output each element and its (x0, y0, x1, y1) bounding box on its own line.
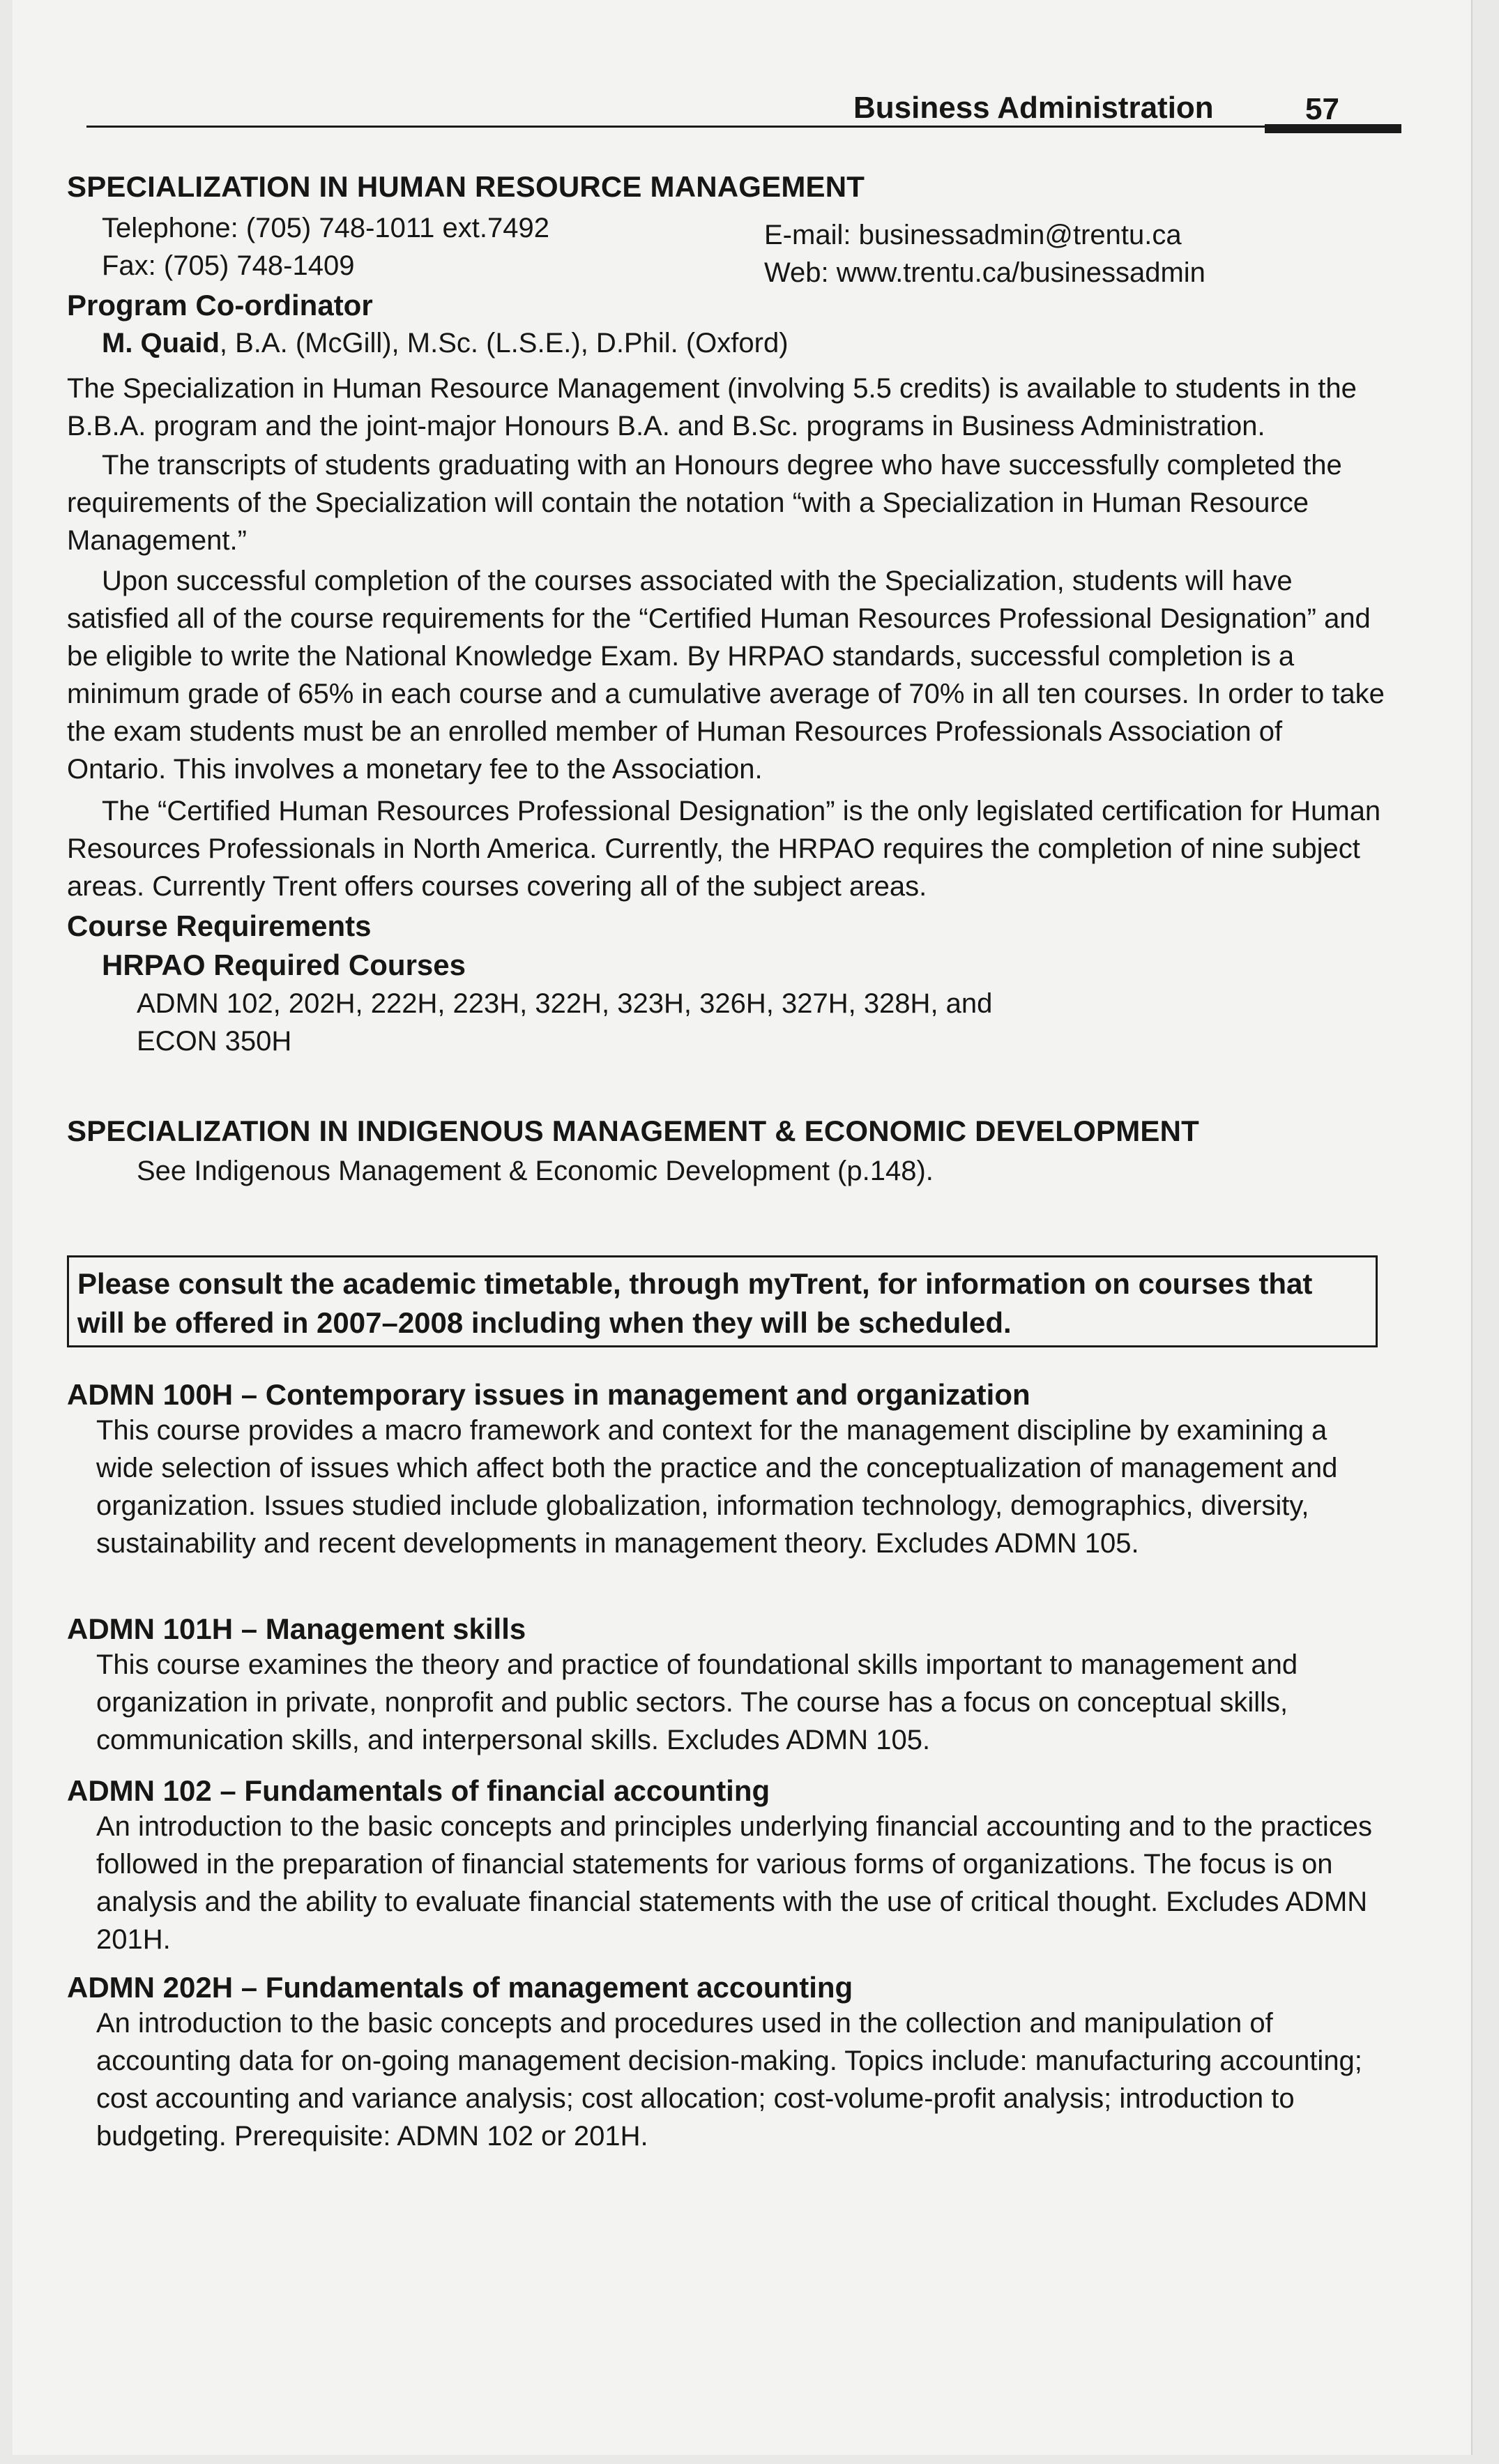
course-entry (67, 1612, 1385, 1759)
course-title: ADMN 102 – Fundamentals of financial accounting (67, 1774, 770, 1807)
hrm-paragraph: The Specialization in Human Resource Management (involving 5.5 credits) is available to students in the B.B.A. program and the joint-major Honours B.A. and B.Sc. programs in Business Administration. (67, 373, 1357, 441)
coordinator-heading: Program Co-ordinator (67, 289, 373, 322)
course-description: This course examines the theory and practice of foundational skills important to management and organization in private, nonprofit and public sectors. The course has a focus on conceptual skills, communication skills, and interpersonal skills. Excludes ADMN 105. (96, 1649, 1298, 1755)
header-rule (86, 126, 1314, 128)
course-description: This course provides a macro framework and context for the management discipline by examining a wide selection of issues which affect both the practice and the conceptualization of management and organization. Issues studied include globalization, information technology, demographics, diversity, sustainability and recent developments in management theory. Excludes ADMN 105. (96, 1415, 1338, 1559)
page-number: 57 (1305, 92, 1339, 126)
hrm-heading: SPECIALIZATION IN HUMAN RESOURCE MANAGEMENT (67, 170, 865, 203)
timetable-notice: Please consult the academic timetable, through myTrent, for information on courses that will be offered in 2007–2008 including when they will be scheduled. (67, 1255, 1378, 1347)
coordinator-degrees: , B.A. (McGill), M.Sc. (L.S.E.), D.Phil. (Oxford) (219, 328, 789, 358)
hrm-email: E-mail: businessadmin@trentu.ca (764, 220, 1182, 250)
hrpao-course-list-line: ADMN 102, 202H, 222H, 223H, 322H, 323H, 326H, 327H, 328H, and (137, 988, 993, 1019)
indigenous-heading: SPECIALIZATION IN INDIGENOUS MANAGEMENT & ECONOMIC DEVELOPMENT (67, 1114, 1200, 1147)
hrm-paragraph: The “Certified Human Resources Professional Designation” is the only legislated certification for Human Resources Professionals in North America. Currently, the HRPAO requires the completion of nine subject areas. Currently Trent offers courses covering all of the subject areas. (67, 796, 1381, 902)
scanned-page (13, 0, 1473, 2455)
indigenous-reference: See Indigenous Management & Economic Development (p.148). (137, 1156, 934, 1186)
running-header (86, 91, 1397, 146)
course-entry (67, 1378, 1385, 1562)
hrm-fax: Fax: (705) 748-1409 (102, 250, 355, 281)
course-requirements-heading: Course Requirements (67, 909, 372, 942)
course-entry (67, 1971, 1385, 2155)
coordinator-name: M. Quaid (102, 328, 220, 358)
coordinator-line (67, 328, 1420, 359)
hrpao-course-list (67, 985, 1454, 1060)
hrm-web: Web: www.trentu.ca/businessadmin (764, 257, 1205, 288)
hrm-paragraph: Upon successful completion of the courses associated with the Specialization, students will have satisfied all of the course requirements for the “Certified Human Resources Professional Designation” and be eligible to write the National Knowledge Exam. By HRPAO standards, successful completion is a minimum grade of 65% in each course and a cumulative average of 70% in all ten courses. In order to take the exam students must be an enrolled member of Human Resources Professionals Association of Ontario. This involves a monetary fee to the Association. (67, 566, 1385, 785)
hrpao-heading: HRPAO Required Courses (102, 948, 466, 981)
hrm-paragraph: The transcripts of students graduating with an Honours degree who have successfully completed the requirements of the Specialization will contain the notation “with a Specialization in Human Resource Management.” (67, 450, 1342, 556)
hrm-phone-block (102, 209, 729, 285)
course-title: ADMN 100H – Contemporary issues in management and organization (67, 1378, 1030, 1411)
course-entry (67, 1774, 1385, 1958)
hrm-contact-block (764, 216, 1378, 292)
course-title: ADMN 202H – Fundamentals of management accounting (67, 1971, 853, 2004)
course-title: ADMN 101H – Management skills (67, 1612, 526, 1645)
running-header-section: Business Administration (853, 91, 1214, 125)
hrm-telephone: Telephone: (705) 748-1011 ext.7492 (102, 213, 549, 243)
course-description: An introduction to the basic concepts and procedures used in the collection and manipulation of accounting data for on-going management decision-making. Topics include: manufacturing accounting; cost accounting and variance analysis; cost allocation; cost-volume-profit analysis; introduction to budgeting. Prerequisite: ADMN 102 or 201H. (96, 2008, 1362, 2152)
course-description: An introduction to the basic concepts and principles underlying financial accounting and to the practices followed in the preparation of financial statements for various forms of organizations. The focus is on analysis and the ability to evaluate financial statements with the use of critical thought. Excludes ADMN 201H. (96, 1811, 1373, 1955)
hrpao-course-list-line: ECON 350H (137, 1026, 292, 1057)
